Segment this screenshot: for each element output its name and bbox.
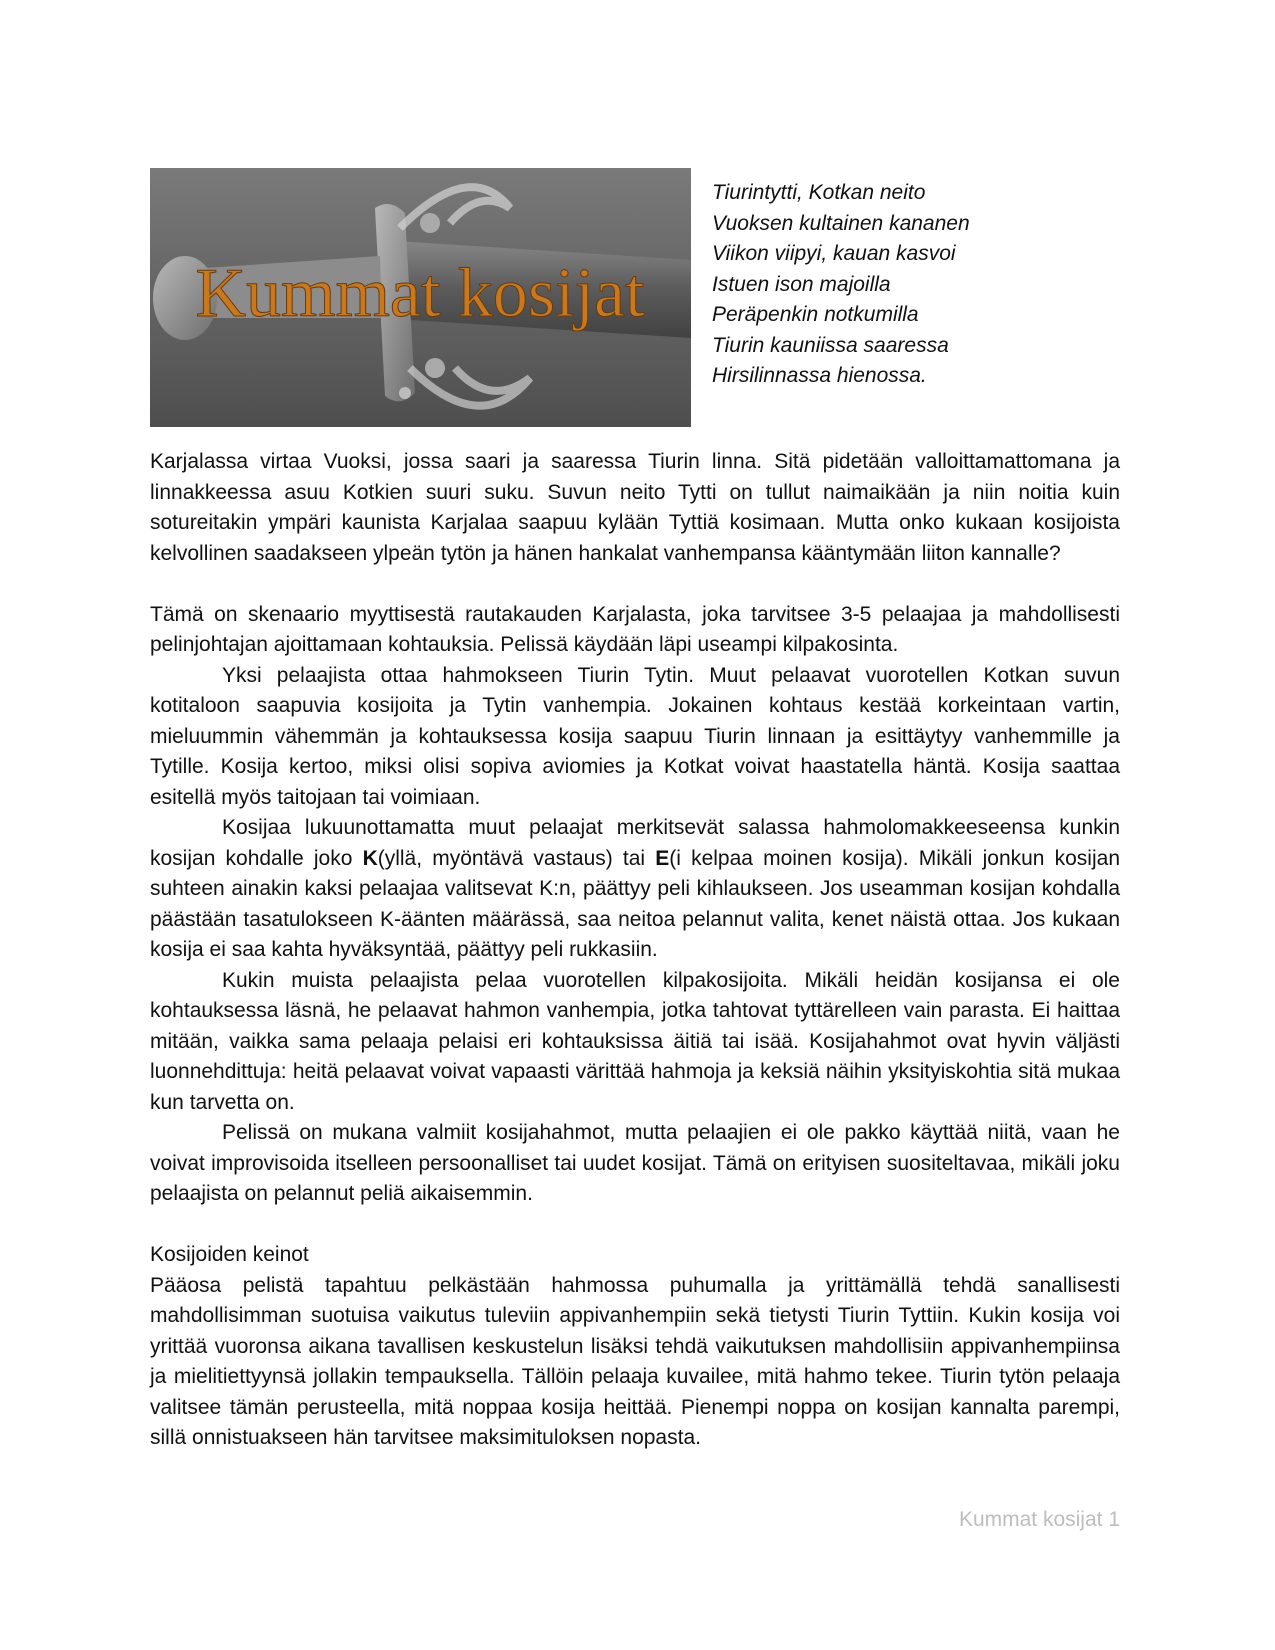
- paragraph: Tämä on skenaario myyttisestä rautakauden Karjalasta, joka tarvitsee 3-5 pelaajaa ja mahdollisesti pelinjohtajan ajoittamaan kohtauksia. Pelissä käydään läpi useampi kilpakosinta.: [150, 602, 1120, 656]
- paragraph: Yksi pelaajista ottaa hahmokseen Tiurin Tytin. Muut pelaavat vuorotellen Kotkan suvun kotitaloon saapuvia kosijoita ja Tytin vanhempia. Jokainen kohtaus kestää korkeintaan vartin, mieluummin vähemmän ja kohtauksessa kosija saapuu Tiurin linnaan ja esittäytyy vanhemmille ja Tytille. Kosija kertoo, miksi olisi sopiva aviomies ja Kotkat voivat haastatella häntä. Kosija saattaa esitellä myös taitojaan tai voimiaan.: [150, 663, 1120, 809]
- paragraph: Kukin muista pelaajista pelaa vuorotellen kilpakosijoita. Mikäli heidän kosijansa ei ole kohtauksessa läsnä, he pelaavat hahmon vanhempia, jotka tahtovat tyttärelleen vain parasta. Ei haittaa mitään, vaikka sama pelaaja pelaisi eri kohtauksissa äitiä tai isää. Kosijahahmot ovat hyvin väljästi luonnehdittuja: heitä pelaavat voivat vapaasti värittää hahmoja ja keksiä näihin yksityiskohtia sitä mukaa kun tarvetta on.: [150, 968, 1120, 1114]
- paragraph: [150, 813, 1120, 966]
- paragraph-gap: [150, 1210, 1120, 1241]
- bold-letter: E: [655, 846, 670, 870]
- bold-letter: K: [362, 846, 378, 870]
- section-heading: Kosijoiden keinot: [150, 1243, 309, 1266]
- poem-line: Hirsilinnassa hienossa.: [712, 364, 927, 387]
- text-span: (i kelpaa moinen kosija). Mikäli jonkun kosijan suhteen ainakin kaksi pelaajaa valitsevat K:n, päättyy peli kihlaukseen. Jos useamman kosijan kohdalla päästään tasatulokseen K-äänten määrässä, saa neitoa pelannut valita, kenet näistä ottaa. Jos kukaan kosija ei saa kahta hyväksyntää, päättyy peli rukkasiin.: [150, 846, 1120, 961]
- poem-line: Peräpenkin notkumilla: [712, 303, 919, 326]
- text-span: (yllä, myöntävä vastaus) tai: [377, 846, 656, 870]
- body-text: [150, 447, 1120, 1454]
- page-footer: Kummat kosijat 1: [958, 1508, 1120, 1531]
- poem-line: Tiurintytti, Kotkan neito: [712, 181, 926, 204]
- poem-line: Istuen ison majoilla: [712, 272, 891, 296]
- poem-line: Vuoksen kultainen kananen: [712, 211, 970, 235]
- intro-paragraph: Karjalassa virtaa Vuoksi, jossa saari ja saaressa Tiurin linna. Sitä pidetään valloittamattomana ja linnakkeessa asuu Kotkien suuri suku. Suvun neito Tytti on tullut naimaikään ja niin noitia kuin sotureitakin ympäri kaunista Karjalaa saapuu kylään Tyttiä kosimaan. Mutta onko kukaan kosijoista kelvollinen saadakseen ylpeän tytön ja hänen hankalat vanhempansa kääntymään liiton kannalle?: [150, 450, 1120, 565]
- poem-line: Viikon viipyi, kauan kasvoi: [712, 242, 956, 265]
- paragraph: Pääosa pelistä tapahtuu pelkästään hahmossa puhumalla ja yrittämällä tehdä sanallisesti mahdollisimman suotuisa vaikutus tuleviin appivanhempiin sekä tietysti Tiurin Tyttiin. Kukin kosija voi yrittää vuoronsa aikana tavallisen keskustelun lisäksi tehdä vaikutuksen mahdollisiin appivanhempiinsa ja mielitiettyynsä jollakin tempauksella. Tällöin pelaaja kuvailee, mitä hahmo tekee. Tiurin tytön pelaaja valitsee tämän perusteella, mitä noppaa kosija heittää. Pienempi noppa on kosijan kannalta parempi, sillä onnistuakseen hän tarvitsee maksimituloksen nopasta.: [150, 1273, 1120, 1449]
- text-span: Kosijaa lukuunottamatta muut pelaajat merkitsevät salassa hahmolomakkeeseensa kunkin kosijan kohdalle joko: [150, 816, 1120, 870]
- poem-line: Tiurin kauniissa saaressa: [712, 333, 949, 357]
- sword-image: [150, 168, 691, 427]
- header-image: [150, 168, 691, 427]
- image-title: Kummat kosijat: [195, 255, 645, 332]
- poem: [712, 178, 970, 392]
- paragraph: Pelissä on mukana valmiit kosijahahmot, mutta pelaajien ei ole pakko käyttää niitä, vaan he voivat improvisoida itselleen persoonalliset tai uudet kosijat. Tämä on erityisen suositeltavaa, mikäli joku pelaajista on pelannut peliä aikaisemmin.: [150, 1121, 1120, 1205]
- paragraph-gap: [150, 569, 1120, 600]
